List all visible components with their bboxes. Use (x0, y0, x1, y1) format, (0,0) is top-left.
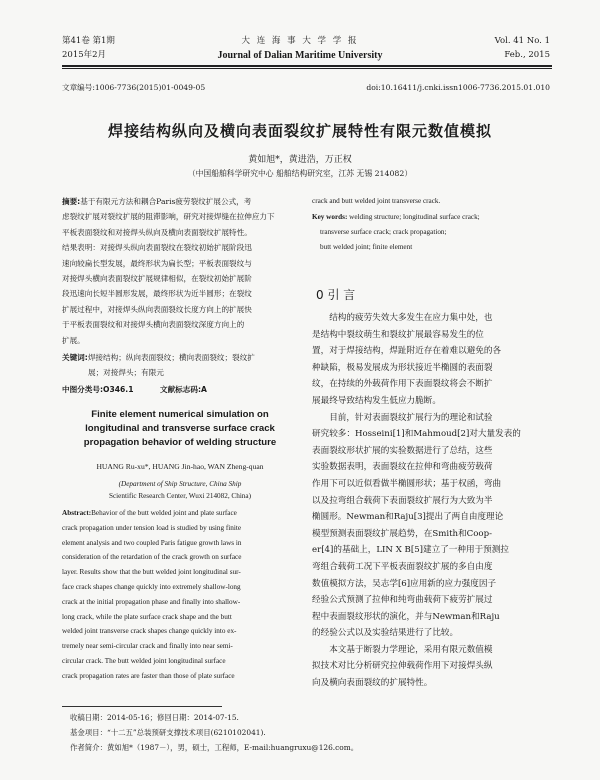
abstract-cn-label: 摘要: (62, 197, 81, 206)
paper-title-en: Finite element numerical simulation on longitudinal and transverse surface crack propagation behavior of welding structure (83, 409, 277, 448)
abstract-en-label: Abstract: (62, 509, 92, 517)
keywords-en: Key words: welding structure; longitudinal surface crack; transverse surface crack; crack propagation; butt welded joint; finite element (312, 213, 480, 251)
footnote-received: 收稿日期：2014-05-16；修回日期：2014-07-15. (70, 713, 239, 722)
date-en: Feb., 2015 (504, 50, 550, 60)
clc-number: 中图分类号:O346.1 (62, 385, 134, 394)
journal-name-en: Journal of Dalian Maritime University (217, 50, 383, 61)
footnote-fund: 基金项目：“十二五”总装预研支撑技术项目(6210102041). (70, 728, 266, 737)
doi: doi:10.16411/j.cnki.issn1006-7736.2015.01.010 (366, 83, 550, 92)
document-code: 文献标志码:A (160, 385, 207, 394)
abstract-en: Abstract:Behavior of the butt welded joint and plate surface crack propagation under tension load is studied by using finite element analysis and two coupled Paris fatigue growth laws in consideration of the retardation of the crack growth on surface layer. Results show that the butt welded joint longitudinal sur- face crack shapes change quickly into extremely shallow-long crack at the initial propagation phase and finally into shallow- long crack, while the plate surface crack shape and the butt welded joint transverse crack shapes change quickly into ex- tremely near semi-circular crack and finally into near semi- circular crack. The butt welded joint longitudinal surface crack propagation rates are faster than those of plate surface (62, 509, 242, 680)
keywords-cn-label: 关键词: (62, 353, 88, 362)
abstract-en-continued: crack and butt welded joint transverse crack. (312, 197, 441, 205)
article-number: 文章编号:1006-7736(2015)01-0049-05 (62, 83, 206, 92)
body-text: 结构的疲劳失效大多发生在应力集中处，也 是结构中裂纹萌生和裂纹扩展最容易发生的位 置，对于焊接结构，焊趾附近存在着难以避免的各 种缺陷，极易发展成为形状接近半椭圆的表面裂 纹，在持续的外载荷作用下表面裂纹将会不断扩 展最终导致结构发生低应力脆断。 目前，针对表面裂纹扩展行为的理论和试验 研究较多：Hosseini[1]和Mahmoud[2]对大量发表的 表面裂纹形状扩展的实验数据进行了总结，这些 实验数据表明，表面裂纹在拉伸和弯曲疲劳载荷 作用下可以近似看做半椭圆形状；基于权函，弯曲 以及拉弯组合载荷下表面裂纹扩展行为大致为半 椭圆形。Newman和Raju[3]提出了两自由度理论 模型预测表面裂纹扩展趋势，在Smith和Coop- er[4]的基础上，LIN X B[5]建立了一种用于预测拉 弯组合载荷工况下平板表面裂纹扩展的多自由度 数值模拟方法，吴志学[6]应用新的应力强度因子 经验公式预测了拉伸和纯弯曲载荷下疲劳扩展过 程中表面裂纹形状的演化，并与Newman和Raju 的经验公式以及实验结果进行了比较。 本文基于断裂力学理论，采用有限元数值模 拟技术对比分析研究拉伸载荷作用下对接焊头纵 向及横向表面裂纹的扩展特性。 (312, 313, 521, 689)
footnote-author: 作者简介：黄如旭*（1987－），男，硕士，工程师，E-mail:huangruxu@126.com。 (70, 743, 359, 752)
header-rule-thin (62, 68, 552, 69)
affiliation-en: (Department of Ship Structure, China Ship Scientific Research Center, Wuxi 214082, China) (108, 480, 251, 500)
footnotes (70, 710, 550, 755)
section-heading-introduction: 0 引 言 (316, 288, 356, 302)
authors-cn: 黄如旭*，黄进浩，万正权 (248, 155, 352, 165)
keywords-en-label: Key words: (312, 213, 348, 221)
classification-line (62, 382, 298, 397)
volume-issue-en: Vol. 41 No. 1 (494, 36, 550, 46)
abstract-cn: 摘要:基于有限元方法和耦合Paris疲劳裂纹扩展公式，考 虑裂纹扩展对裂纹扩展的阻滞影响，研究对接焊缝在拉伸应力下 平板表面裂纹和对接焊头纵向及横向表面裂纹扩展特性。 结果表明：对接焊头纵向表面裂纹在裂纹初始扩展阶段迅 速向较扁长型发展，最终形状为扁长型；平板表面裂纹与 对接焊头横向表面裂纹扩展规律相似，在裂纹初始扩展阶 段迅速向长短半圆形发展，最终形状为近半圆形；在裂纹 扩展过程中，对接焊头纵向表面裂纹长度方向上的扩展快 于平板表面裂纹和对接焊头横向表面裂纹深度方向上的 扩展。 (62, 197, 275, 345)
journal-name-cn: 大 连 海 事 大 学 学 报 (241, 36, 359, 46)
volume-issue-cn: 第41卷 第1期 (62, 36, 115, 46)
footnote-rule (62, 706, 222, 707)
keywords-cn: 关键词:焊接结构；纵向表面裂纹；横向表面裂纹；裂纹扩 展；对接焊头；有限元 (62, 353, 255, 378)
paper-title-cn: 焊接结构纵向及横向表面裂纹扩展特性有限元数值模拟 (107, 122, 492, 140)
affiliation-cn: （中国船舶科学研究中心 船舶结构研究室，江苏 无锡 214082） (187, 169, 413, 178)
header-rule (62, 65, 552, 67)
authors-en: HUANG Ru-xu*, HUANG Jin-hao, WAN Zheng-quan (96, 462, 264, 471)
date-cn: 2015年2月 (62, 50, 107, 60)
